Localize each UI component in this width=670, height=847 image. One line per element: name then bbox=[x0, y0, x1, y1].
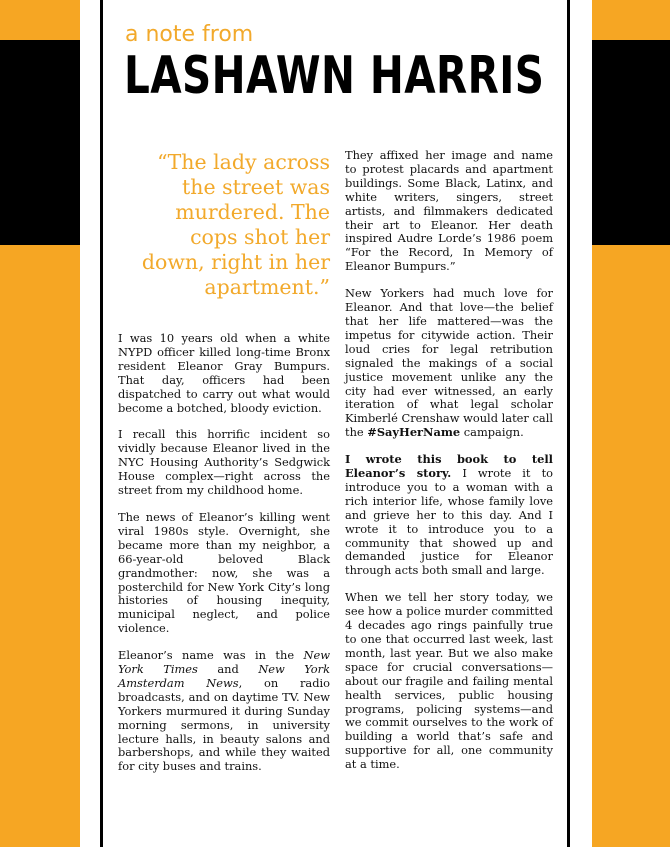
note-page bbox=[80, 0, 592, 847]
left-black-band bbox=[0, 40, 80, 245]
author-name-heading: LASHAWN HARRIS bbox=[124, 46, 545, 106]
paragraph: The news of Eleanor’s killing went viral 1980s style. Overnight, she became more than my neighbor, a 66-year-old beloved Black grandmother: now, she was a posterchild for New York City’s long histories of housing inequity, municipal neglect, and police violence. bbox=[118, 509, 330, 636]
text-column-left bbox=[118, 150, 330, 787]
paragraph: When we tell her story today, we see how a police murder committed 4 decades ago rings painfully true to one that occurred last week, last month, last year. But we also make space for crucial conversations—about our fragile and failing mental health services, public housing programs, policing systems—and we commit ourselves to the work of building a world that’s safe and supportive for all, one community at a time. bbox=[345, 590, 553, 772]
pull-quote: “The lady across the street was murdered. The cops shot her down, right in her apartment.” bbox=[141, 150, 330, 299]
paragraph: I was 10 years old when a white NYPD officer killed long-time Bronx resident Eleanor Gray Bumpurs. That day, officers had been dispatched to carry out what would become a botched, bloody eviction. bbox=[118, 331, 330, 415]
paragraph bbox=[345, 453, 553, 578]
text-run: I wrote it to introduce you to a woman with a rich interior life, whose family love and grieve her to this day. And I wrote it to introduce you to a community that showed up and demanded justice for Eleanor through acts both small and large. bbox=[345, 466, 553, 578]
bold-lead-sentence: I wrote this book to tell Eleanor’s story. bbox=[345, 452, 553, 481]
header-kicker: a note from bbox=[125, 22, 254, 47]
paragraph: They affixed her image and name to protest placards and apartment buildings. Some Black, Latinx, and white writers, singers, street artists, and filmmakers dedicated their art to Eleanor. Her death inspired Audre Lorde’s 1986 poem “For the Record, In Memory of Eleanor Bumpurs.” bbox=[345, 148, 553, 274]
left-border-line bbox=[100, 0, 103, 847]
text-run: New Yorkers had much love for Eleanor. And that love—the belief that her life mattered—was the impetus for citywide action. Their loud cries for legal retribution signaled the makings of a social justice movement unlike any the city had ever witnessed, an early iteration of what legal scholar Kimberlé Crenshaw would later call the bbox=[345, 286, 553, 440]
publication-title: New York Amsterdam News bbox=[118, 662, 331, 690]
paragraph bbox=[118, 649, 330, 774]
text-column-right bbox=[345, 149, 553, 785]
text-run: Eleanor’s name was in the bbox=[118, 648, 304, 663]
hashtag: #SayHerName bbox=[367, 425, 461, 440]
paragraph bbox=[345, 287, 553, 440]
text-run: campaign. bbox=[460, 425, 524, 440]
text-run: and bbox=[197, 662, 259, 677]
right-black-band bbox=[592, 40, 670, 245]
right-border-line bbox=[567, 0, 570, 847]
publication-title: New York Times bbox=[118, 648, 330, 677]
paragraph: I recall this horrific incident so vividly because Eleanor lived in the NYC Housing Authority’s Sedgwick House complex—right across the street from my childhood home. bbox=[118, 427, 330, 498]
text-run: , on radio broadcasts, and on daytime TV. New Yorkers murmured it during Sunday morning sermons, in university lecture halls, in beauty salons and barbershops, and while they waited for city buses and trains. bbox=[118, 675, 330, 774]
